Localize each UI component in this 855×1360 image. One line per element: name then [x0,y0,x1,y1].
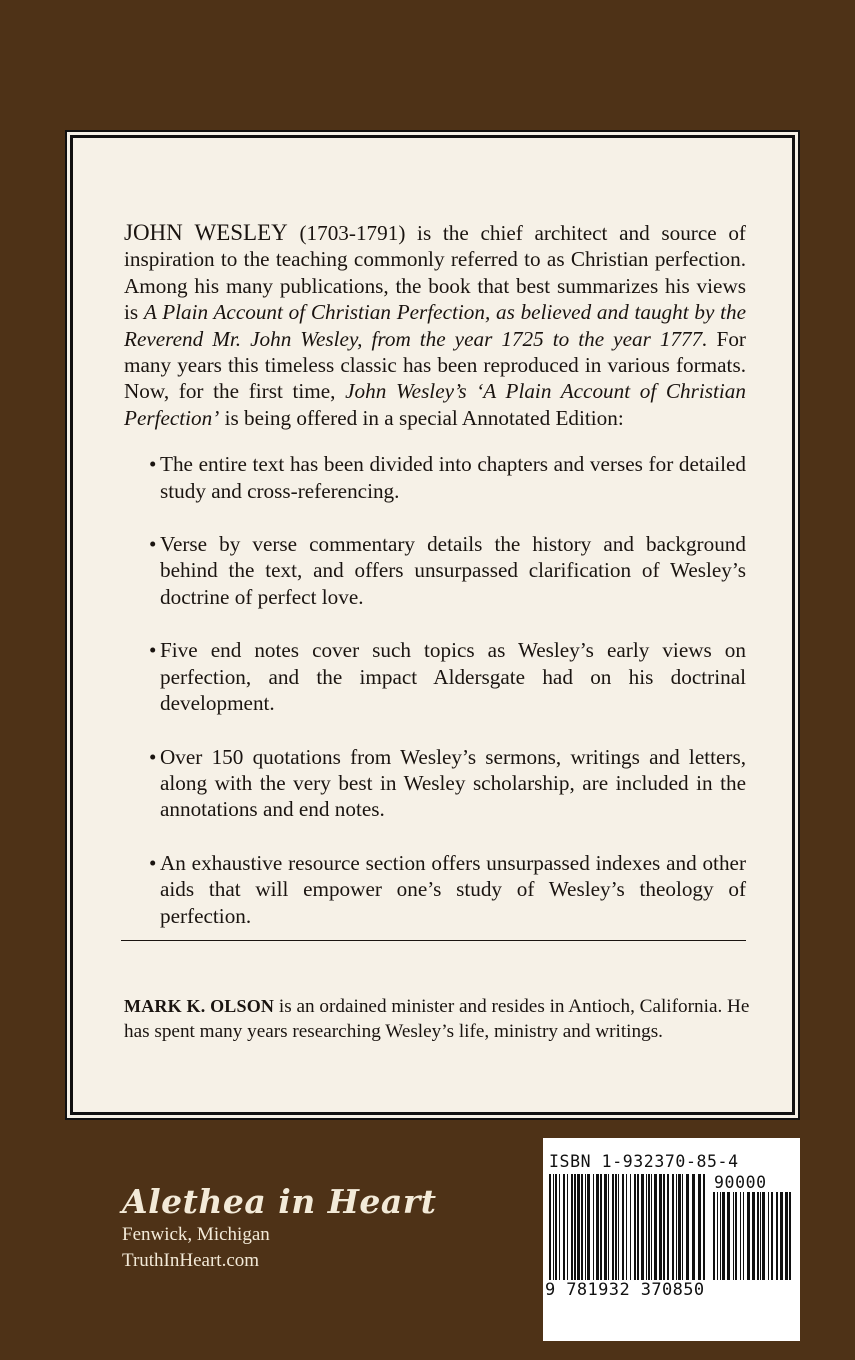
bullet-icon: • [149,452,157,477]
publisher-location: Fenwick, Michigan [122,1224,270,1245]
barcode-bar [667,1174,669,1294]
barcode-bar [651,1174,652,1294]
barcode-bar [646,1174,647,1294]
barcode-bar [676,1174,677,1294]
author-name: MARK K. OLSON [124,996,275,1016]
barcode-bar [747,1192,750,1280]
feature-text: Verse by verse commentary details the history and background behind the text, and offers unsurpassed clarification of Wesley’s doctrine of perfect love. [160,532,746,609]
feature-item [124,744,746,823]
barcode-bar [563,1174,565,1294]
barcode-bar [682,1174,683,1294]
intro-text-3: is being offered in a special Annotated Edition: [219,405,624,430]
feature-list [124,451,746,929]
barcode-bar [634,1174,636,1294]
barcode-bar [740,1192,741,1280]
description-block [124,220,746,956]
barcode-bar [615,1174,617,1294]
barcode-bar [780,1192,783,1280]
barcode-bar [559,1174,560,1294]
author-bio-text: is an ordained minister and resides in Antioch, California. He has spent many years researching Wesley’s life, ministry and writings. [124,996,750,1042]
barcode-bar [672,1174,674,1294]
addon-barcode-icon [713,1192,793,1280]
barcode-bar [581,1174,583,1294]
barcode-bar [608,1174,609,1294]
barcode-bar [622,1174,624,1294]
barcode-bar [648,1174,650,1294]
feature-text: Five end notes cover such topics as Wesley’s early views on perfection, and the impact Aldersgate had on his doctrinal development. [160,638,746,716]
ean-barcode-icon [549,1174,707,1294]
edition-title: John Wesley’s ‘A Plain Account of Christian Perfection’ [124,379,746,430]
barcode-bar [776,1192,778,1280]
barcode-bar [549,1174,551,1294]
barcode-bar [626,1174,627,1294]
barcode-bar [717,1192,718,1280]
barcode-bar [574,1174,576,1294]
barcode-bar [692,1174,695,1294]
barcode-bar [567,1174,568,1294]
barcode-label [543,1138,800,1341]
barcode-bar [757,1192,759,1280]
back-cover-panel [65,130,800,1120]
barcode-bar [727,1192,730,1280]
barcode-bar [733,1192,734,1280]
feature-item [124,850,746,929]
barcode-bar [735,1192,737,1280]
barcode-bar [771,1192,773,1280]
barcode-bar [752,1192,755,1280]
bullet-icon: • [149,850,157,875]
barcode-bar [596,1174,599,1294]
bullet-icon: • [149,744,157,769]
barcode-bar [686,1174,689,1294]
barcode-bar [604,1174,607,1294]
barcode-bar [571,1174,573,1294]
ean-digits: 9 781932 370850 [545,1280,705,1300]
intro-text-2: For many years this timeless classic has been reproduced in various formats. Now, for the first time, [124,326,746,404]
publisher-logo: Alethea in Heart [122,1182,437,1221]
barcode-bar [600,1174,602,1294]
price-code: 90000 [714,1173,767,1192]
barcode-bar [555,1174,557,1294]
barcode-bar [587,1174,590,1294]
feature-text: An exhaustive resource section offers unsurpassed indexes and other aids that will empower one’s study of Wesley’s theology of perfection. [160,850,746,928]
publisher-website: TruthInHeart.com [122,1250,260,1271]
isbn-text: ISBN 1-932370-85-4 [549,1152,739,1171]
section-divider [121,940,746,941]
barcode-bar [654,1174,657,1294]
book-title: A Plain Account of Christian Perfection, as believed and taught by the Reverend Mr. John Wesley, from the year 1725 to the year 1777. [124,300,746,351]
barcode-bar [678,1174,681,1294]
barcode-bar [762,1192,765,1280]
barcode-bar [760,1192,761,1280]
barcode-bar [641,1174,644,1294]
feature-item [124,531,746,610]
feature-text: The entire text has been divided into chapters and verses for detailed study and cross-referencing. [160,452,746,503]
barcode-bar [637,1174,639,1294]
barcode-bar [722,1192,725,1280]
barcode-bar [698,1174,701,1294]
barcode-bar [577,1174,580,1294]
bullet-icon: • [149,638,157,663]
barcode-bar [703,1174,705,1294]
barcode-bar [789,1192,791,1280]
barcode-bar [785,1192,788,1280]
barcode-bar [612,1174,614,1294]
feature-item [124,637,746,716]
barcode-bar [630,1174,631,1294]
feature-text: Over 150 quotations from Wesley’s sermons, writings and letters, along with the very best in Wesley scholarship, are included in the annotations and end notes. [160,744,746,822]
barcode-bar [743,1192,744,1280]
bullet-icon: • [149,532,157,557]
barcode-bar [720,1192,721,1280]
barcode-bar [713,1192,715,1280]
barcode-bar [553,1174,554,1294]
barcode-bar [663,1174,665,1294]
barcode-bar [618,1174,619,1294]
subject-name: JOHN WESLEY [124,220,288,245]
barcode-bar [659,1174,662,1294]
author-bio [124,994,754,1044]
barcode-bar [593,1174,594,1294]
barcode-bar [768,1192,769,1280]
intro-paragraph [124,220,746,431]
publisher-block [122,1182,436,1274]
barcode-bar [585,1174,586,1294]
intro-text-1: (1703-1791) is the chief architect and source of inspiration to the teaching commonly referred to as Christian perfection. Among his many publications, the book that best summarizes his views is [124,221,746,325]
feature-item [124,451,746,504]
